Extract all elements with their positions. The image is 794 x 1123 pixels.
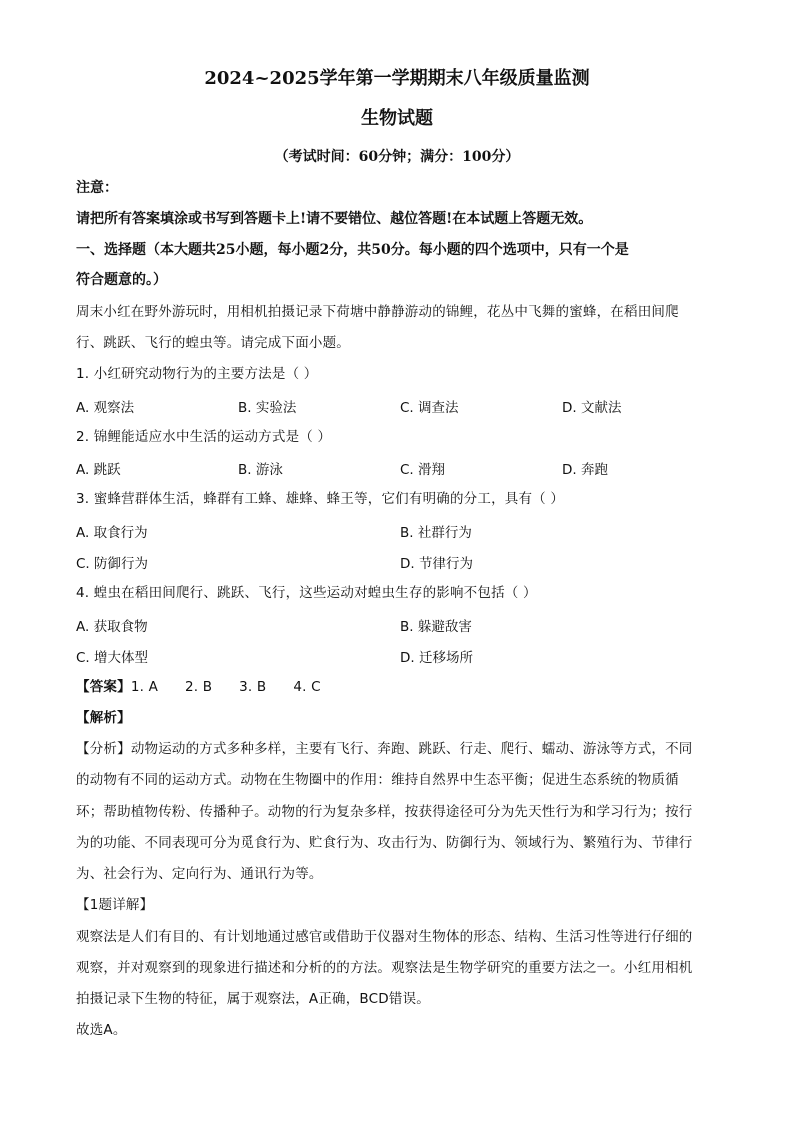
question-3-option-c: C. 防御行为 [76,556,149,572]
analysis-tag: 【解析】 [76,710,131,726]
analysis-fenxi-text-1: 动物运动的方式多种多样，主要有飞行、奔跑、跳跃、行走、爬行、蠕动、游泳等方式，不同 [130,741,693,757]
question-3-option-a: A. 取食行为 [76,525,148,541]
answer-tag: 【答案】 [76,679,131,695]
exam-subject: 生物试题 [361,108,433,129]
analysis-line-1 [76,739,693,759]
question-1-option-c: C. 调查法 [400,400,459,416]
question-1-option-b: B. 实验法 [238,400,297,416]
question-3-option-b: B. 社群行为 [400,525,472,541]
question-2-stem: 2. 锦鲤能适应水中生活的运动方式是（ ） [76,429,332,445]
question-1-stem: 1. 小红研究动物行为的主要方法是（ ） [76,366,318,382]
passage-line-1: 周末小红在野外游玩时，用相机拍摄记录下荷塘中静静游动的锦鲤，花丛中飞舞的蜜蜂，在稻田间爬 [76,304,679,320]
exam-title: 2024~2025学年第一学期期末八年级质量监测 [204,68,590,89]
section-heading-line-1: 一、选择题（本大题共25小题，每小题2分，共50分。每小题的四个选项中，只有一个是 [76,242,629,258]
question-2-option-a: A. 跳跃 [76,462,121,478]
answer-values: 1. A 2. B 3. B 4. C [130,679,321,695]
analysis-line-3: 环；帮助植物传粉、传播种子。动物的行为复杂多样，按获得途径可分为先天性行为和学习行为；按行 [76,804,693,820]
analysis-line-2: 的动物有不同的运动方式。动物在生物圈中的作用：维持自然界中生态平衡；促进生态系统的物质循 [76,772,679,788]
notice-label: 注意： [76,180,118,196]
analysis-line-4: 为的功能、不同表现可分为觅食行为、贮食行为、攻击行为、防御行为、领域行为、繁殖行为、节律行 [76,835,693,851]
notice-text: 请把所有答案填涂或书写到答题卡上!请不要错位、越位答题!在本试题上答题无效。 [76,211,593,227]
answer-line [76,677,321,697]
detail-line-3: 拍摄记录下生物的特征，属于观察法，A正确，BCD错误。 [76,991,430,1007]
question-4-option-b: B. 躲避敌害 [400,619,472,635]
question-3-stem: 3. 蜜蜂营群体生活，蜂群有工蜂、雄蜂、蜂王等，它们有明确的分工，具有（ ） [76,491,565,507]
question-1-option-a: A. 观察法 [76,400,135,416]
question-3-option-d: D. 节律行为 [400,556,473,572]
detail-line-4: 故选A。 [76,1022,127,1038]
question-2-option-c: C. 滑翔 [400,462,446,478]
detail-line-2: 观察，并对观察到的现象进行描述和分析的的方法。观察法是生物学研究的重要方法之一。小红用相机 [76,960,693,976]
question-1-option-d: D. 文献法 [562,400,622,416]
detail-tag: 【1题详解】 [76,897,154,913]
question-4-stem: 4. 蝗虫在稻田间爬行、跳跃、飞行，这些运动对蝗虫生存的影响不包括（ ） [76,585,537,601]
question-4-option-a: A. 获取食物 [76,619,148,635]
detail-line-1: 观察法是人们有目的、有计划地通过感官或借助于仪器对生物体的形态、结构、生活习性等进行仔细的 [76,929,693,945]
question-2-option-b: B. 游泳 [238,462,283,478]
question-4-option-d: D. 迁移场所 [400,650,473,666]
exam-info: （考试时间：60分钟；满分：100分） [274,149,520,165]
question-2-option-d: D. 奔跑 [562,462,608,478]
section-heading-line-2: 符合题意的。） [76,272,167,288]
analysis-fenxi-tag: 【分析】 [76,741,131,757]
analysis-line-5: 为、社会行为、定向行为、通讯行为等。 [76,866,323,882]
question-4-option-c: C. 增大体型 [76,650,149,666]
passage-line-2: 行、跳跃、飞行的蝗虫等。请完成下面小题。 [76,335,350,351]
